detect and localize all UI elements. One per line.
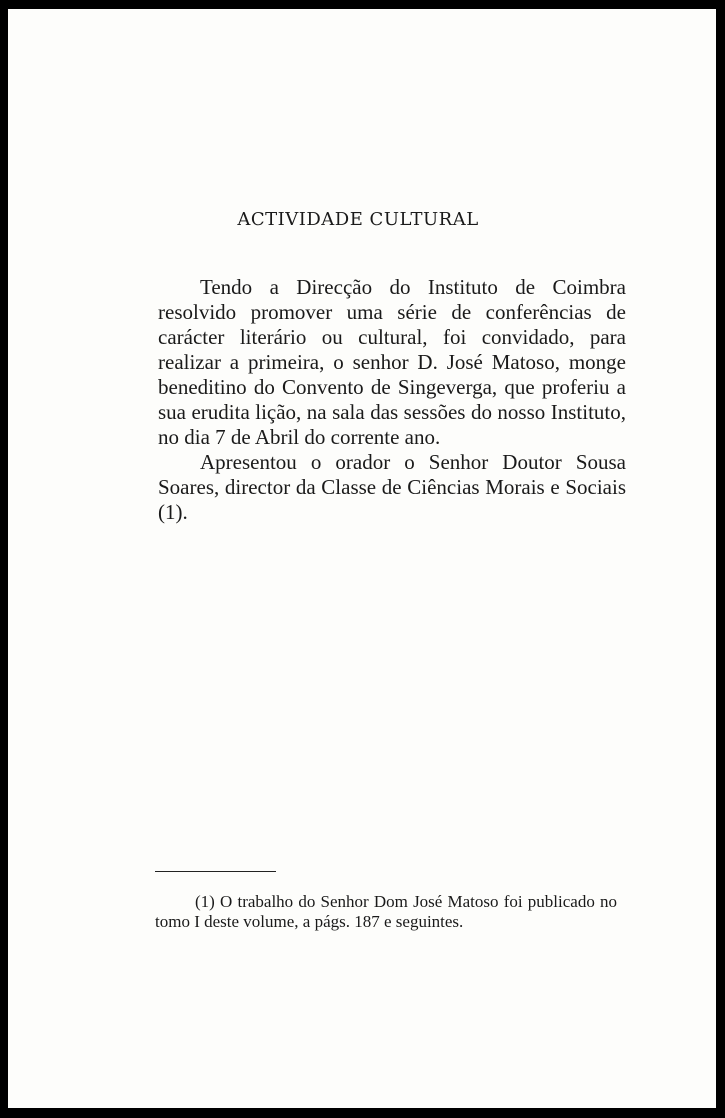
body-text (158, 275, 626, 525)
footnote (155, 892, 617, 932)
page-title: ACTIVIDADE CULTURAL (237, 209, 479, 230)
paragraph-1: Tendo a Direcção do Instituto de Coimbra resolvido promover uma série de conferências de carácter literário ou cultural, foi convidado, para realizar a primeira, o senhor D. José Matoso, monge beneditino do Convento de Singeverga, que proferiu a sua erudita lição, na sala das sessões do nosso Instituto, no dia 7 de Abril do corrente ano. (158, 275, 626, 449)
footnote-marker: (1) (195, 892, 215, 911)
paragraph-2 (158, 450, 626, 525)
footnote-text: O trabalho do Senhor Dom José Matoso foi publicado no tomo I deste volume, a págs. 187 e seguintes. (155, 892, 617, 931)
document-page (8, 9, 716, 1108)
footnote-divider (155, 871, 276, 872)
footnote-reference: (1). (158, 500, 188, 524)
footnote-line (155, 892, 617, 932)
paragraph-2-text: Apresentou o orador o Senhor Doutor Sousa Soares, director da Classe de Ciências Morais e Sociais (158, 450, 626, 499)
